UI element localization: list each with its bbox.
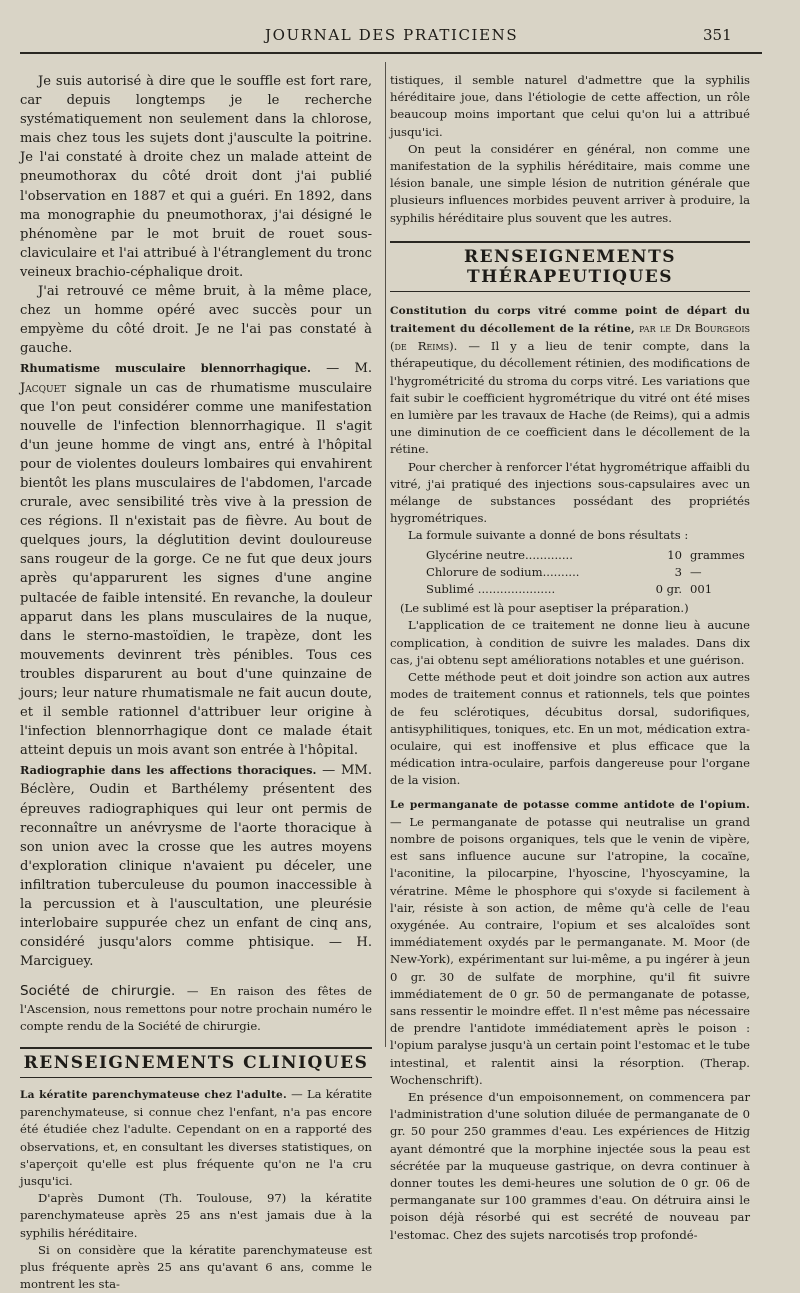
article-author: par le Dr Bourgeois (de Reims). <box>390 321 750 354</box>
paragraph-methode: Cette méthode peut et doit joindre son action aux autres modes de traitement connus et rationnels, tels que pointes de feu sclérotiques, décubitus dorsal, sudorifiques, antisyphilitiques, toniques, etc. En un mot, médication extra-oculaire, qui est inoffensive et plus efficace que la médication intra-oculaire, parfois dangereuse pour l'organe de la vision. <box>390 670 750 788</box>
article-title: Constitution du corps vitré comme point de départ du traitement du décollement de la rétine, <box>390 304 750 336</box>
article-radiographie <box>20 761 372 971</box>
page-number: 351 <box>703 26 732 44</box>
left-column <box>20 72 372 1293</box>
article-author: — M. Jacquet <box>20 361 373 396</box>
article-title: Société de chirurgie. <box>20 983 176 1000</box>
article-corps-vitre <box>390 302 750 459</box>
running-header <box>0 24 800 48</box>
section-heading-cliniques: RENSEIGNEMENTS CLINIQUES <box>20 1047 372 1078</box>
ingredient-qty: 3 <box>674 564 682 579</box>
journal-title: JOURNAL DES PRATICIENS <box>265 26 519 44</box>
paragraph-empoisonnement: En présence d'un empoisonnement, on commencera par l'administration d'une solution diluée de permanganate de 0 gr. 50 pour 250 grammes d'eau. Les expériences de Hitzig ayant démontré que la morphine injectée sous la peau est sécrétée par la muqueuse gastrique, on devra continuer à donner toutes les demi-heures une solution de 0 gr. 06 de permanganate sur 100 grammes d'eau. On détruira ainsi le poison déjà résorbé qui est secrété de nouveau par l'estomac. Chez des sujets narcotisés trop profondé- <box>390 1089 750 1242</box>
header-rule <box>20 52 762 54</box>
right-column <box>390 72 750 1244</box>
ingredient-name: Glycérine neutre............. <box>426 547 573 562</box>
ingredient-unit: 001 <box>690 582 713 597</box>
article-title: Le permanganate de potasse comme antidote de l'opium. <box>390 798 750 811</box>
ingredient-qty: 10 <box>667 547 682 562</box>
formula-row <box>390 581 750 598</box>
article-societe <box>20 983 372 1035</box>
article-body: — MM. Béclère, Oudin et Barthélemy présentent des épreuves radiographiques qui leur ont permis de reconnaître un anévrysme de l'aorte thoracique à son union avec la crosse que les autres moyens d'exploration clinique n'avaient pu déceler, une infiltration tuberculeuse du poumon inaccessible à la percussion et à l'auscultation, une pleurésie interlobaire suppurée chez un enfant de cinq ans, considéré jusqu'alors comme phtisique. — H. Marciguey. <box>20 763 372 970</box>
paragraph-lesion-banale: On peut la considérer en général, non comme une manifestation de la syphilis héréditaire, mais comme une lésion banale, une simple lésion de nutrition générale que plusieurs influences morbides peuvent arriver à produire, la syphilis héréditaire plus souvent que les autres. <box>390 141 750 225</box>
paragraph-dumont: D'après Dumont (Th. Toulouse, 97) la kératite parenchymateuse après 25 ans n'est jamais due à la syphilis héréditaire. <box>20 1191 372 1240</box>
article-body: — Le permanganate de potasse qui neutralise un grand nombre de poisons organiques, tels que le venin de vipère, est sans influence aucune sur l'atropine, la cocaïne, l'aconitine, la pilocarpine, l'hyoscine, l'hyoscyamine, la vératrine. Même le phosphore qui s'oxyde si facilement à l'air, résiste à son action, de même qu'à celle de l'eau oxygénée. Au contraire, l'opium et ses alcaloïdes sont immédiatement oxydés par le permanganate. M. Moor (de New-York), expérimentant sur lui-même, a pu ingérer à jeun 0 gr. 30 de sulfate de morphine, qu'il fit suivre immédiatement de 0 gr. 50 de permanganate de potasse, sans ressentir le moindre effet. Il n'est même pas nécessaire de prendre l'antidote immédiatement après le poison : l'opium paralyse jusqu'à un certain point l'estomac et le tube intestinal, et ralentit ainsi la résorption. (Therap. Wochenschrift). <box>390 814 750 1087</box>
paragraph-application: L'application de ce traitement ne donne lieu à aucune complication, à condition de suivre les malades. Dans dix cas, j'ai obtenu sept améliorations notables et une guérison. <box>390 618 750 667</box>
article-title: Radiographie dans les affections thoraciques. <box>20 763 317 778</box>
paragraph-frequence: Si on considère que la kératite parenchymateuse est plus fréquente après 25 ans qu'avant 6 ans, comme le montrent les sta- <box>20 1242 372 1292</box>
paragraph-souffle: Je suis autorisé à dire que le souffle est fort rare, car depuis longtemps je le recherche systématiquement non seulement dans la chlorose, mais chez tous les sujets dont j'ausculte la poitrine. Je l'ai constaté à droite chez un malade atteint de pneumothorax du côté droit dont j'ai publié l'observation en 1887 et qui a guéri. En 1892, dans ma monographie du pneumothorax, j'ai désigné le phénomène par le mot bruit de rouet sous-claviculaire et l'ai attribué à l'étranglement du tronc veineux brachio-céphalique droit. <box>20 74 372 280</box>
article-body: — La kératite parenchymateuse, si connue chez l'enfant, n'a pas encore été étudiée chez l'adulte. Cependant on en a rapporté des observations, et, en consultant les diverses statistiques, on s'aperçoit qu'elle est plus fréquente qu'on ne l'a cru jusqu'ici. <box>20 1087 372 1189</box>
article-permanganate <box>390 796 750 1089</box>
article-keratite <box>20 1086 372 1190</box>
paragraph-hygrometrique: Pour chercher à renforcer l'état hygrométrique affaibli du vitré, j'ai pratiqué des injections sous-capsulaires avec un mélange de substances possédant des propriétés hygrométriques. <box>390 459 750 526</box>
ingredient-qty: 0 gr. <box>655 582 682 597</box>
section-heading-therapeutiques: RENSEIGNEMENTS THÉRAPEUTIQUES <box>390 241 750 292</box>
paragraph-formule-intro: La formule suivante a donné de bons résultats : <box>408 528 689 543</box>
article-body: — En raison des fêtes de l'Ascension, nous remettons pour notre prochain numéro le compte rendu de la Société de chirurgie. <box>20 984 372 1033</box>
paragraph-empyeme: J'ai retrouvé ce même bruit, à la même place, chez un homme opéré avec succès pour un empyème du côté droit. Je ne l'ai pas constaté à gauche. <box>20 284 372 357</box>
ingredient-name: Sublimé ..................... <box>426 582 556 597</box>
article-body: — Il y a lieu de tenir compte, dans la thérapeutique, du décollement rétinien, des modifications de l'hygrométricité du stroma du corps vitré. Les variations que fait subir le coefficient hygrométrique du vitré ont été mises en lumière par les travaux de Hache (de Reims), qui a admis une diminution de ce coefficient dans le décollement de la rétine. <box>390 339 750 457</box>
article-title: Rhumatisme musculaire blennorrhagique. <box>20 361 311 376</box>
formula-table <box>390 547 750 599</box>
formula-row <box>390 564 750 581</box>
formula-note: (Le sublimé est là pour aseptiser la préparation.) <box>400 601 689 616</box>
column-divider <box>385 62 386 1047</box>
article-rhumatisme <box>20 359 372 760</box>
article-title: La kératite parenchymateuse chez l'adulte. <box>20 1089 287 1102</box>
ingredient-name: Chlorure de sodium.......... <box>426 564 580 579</box>
article-body: signale un cas de rhumatisme musculaire que l'on peut considérer comme une manifestation nouvelle de l'infection blennorrhagique. Il s'agit d'un jeune homme de vingt ans, entré à l'hôpital pour de violentes douleurs lombaires qui envahirent bientôt les plans musculaires de l'abdomen, l'arcade crurale, avec sensibilité très vive à la pression de ces régions. Il n'existait pas de fièvre. Au bout de quelques jours, la déglutition devint douloureuse sans rougeur de la gorge. Ce ne fut que deux jours après qu'apparurent les signes d'une angine pultacée de faible intensité. En revanche, la douleur apparut dans les plans musculaires de la nuque, dans le sterno-mastoïdien, le trapèze, dont les mouvements devinrent très pénibles. Tous ces troubles disparurent au bout d'une quinzaine de jours; leur nature rhumatismale ne fait aucun doute, et il semble rationnel d'attribuer leur origine à l'infection blennorrhagique dont ce malade était atteint depuis un mois avant son entrée à l'hôpital. <box>20 380 372 759</box>
paragraph-statistiques: tistiques, il semble naturel d'admettre que la syphilis héréditaire joue, dans l'étiologie de cette affection, un rôle beaucoup moins important que celui qu'on lui a attribué jusqu'ici. <box>390 73 750 139</box>
ingredient-unit: grammes <box>690 547 745 562</box>
formula-row <box>390 547 750 564</box>
ingredient-unit: — <box>690 564 702 579</box>
